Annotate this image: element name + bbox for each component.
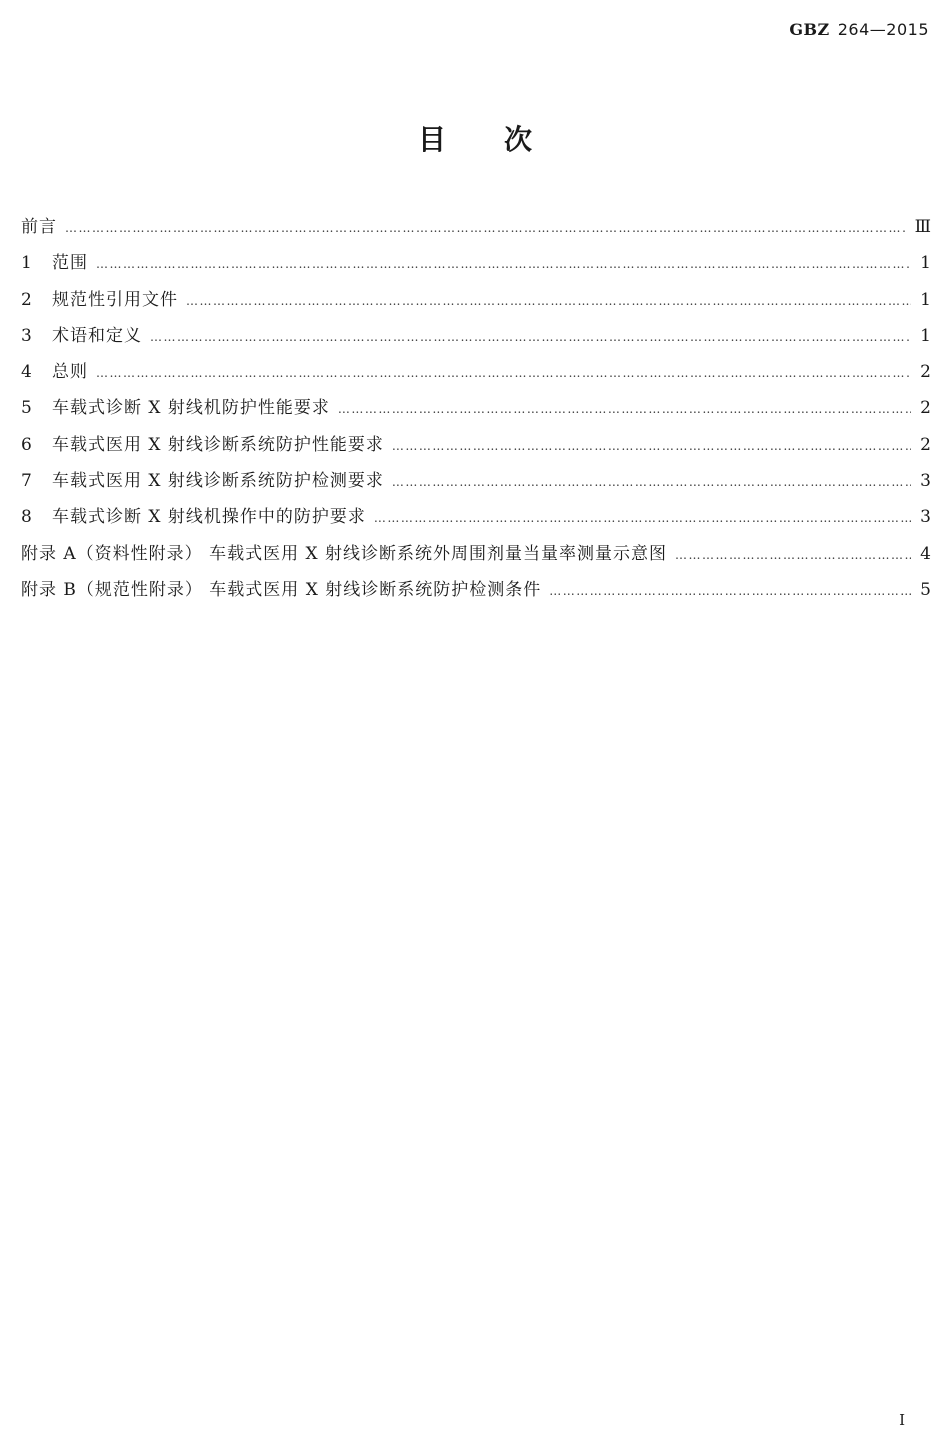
toc-entry-8[interactable] bbox=[21, 502, 931, 538]
toc-entry-number: 7 bbox=[21, 471, 32, 492]
dot-leader bbox=[96, 257, 911, 271]
toc-entry-page: 1 bbox=[920, 289, 931, 310]
page-title: 目次 bbox=[417, 123, 590, 156]
toc-entry-label: 术语和定义 bbox=[52, 325, 142, 346]
toc-entry-5[interactable] bbox=[21, 393, 931, 429]
toc-entry-label: 附录 B（规范性附录） 车载式医用 X 射线诊断系统防护检测条件 bbox=[21, 579, 542, 600]
toc-entry-number: 8 bbox=[21, 507, 32, 528]
dot-leader bbox=[96, 366, 911, 380]
toc-entry-label: 规范性引用文件 bbox=[52, 289, 178, 310]
page-number: Ⅰ bbox=[899, 1411, 905, 1429]
dot-leader bbox=[392, 475, 911, 489]
dot-leader bbox=[392, 439, 911, 453]
toc-entry-appendix-b[interactable] bbox=[21, 575, 931, 611]
toc-entry-3[interactable] bbox=[21, 321, 931, 357]
standard-code: GBZ bbox=[789, 20, 830, 39]
toc-entry-1[interactable] bbox=[21, 248, 931, 284]
dot-leader bbox=[549, 584, 911, 598]
toc-entry-page: 2 bbox=[920, 434, 931, 455]
toc-entry-number: 2 bbox=[21, 289, 32, 310]
toc-entry-page: 4 bbox=[920, 543, 931, 564]
dot-leader bbox=[150, 330, 911, 344]
standard-header bbox=[789, 20, 929, 39]
toc-entry-label: 附录 A（资料性附录） 车载式医用 X 射线诊断系统外周围剂量当量率测量示意图 bbox=[21, 543, 667, 564]
toc-entry-label: 车载式诊断 X 射线机操作中的防护要求 bbox=[52, 507, 366, 528]
toc-entry-page: Ⅲ bbox=[914, 217, 931, 237]
toc-entry-4[interactable] bbox=[21, 357, 931, 393]
dot-leader bbox=[65, 221, 907, 235]
toc-entry-page: 3 bbox=[920, 507, 931, 528]
toc-entry-foreword[interactable] bbox=[21, 212, 931, 248]
dot-leader bbox=[374, 511, 911, 525]
toc-entry-page: 5 bbox=[920, 579, 931, 600]
toc-entry-label: 车载式诊断 X 射线机防护性能要求 bbox=[52, 398, 330, 419]
toc-entry-appendix-a[interactable] bbox=[21, 539, 931, 575]
toc-entry-7[interactable] bbox=[21, 466, 931, 502]
toc-entry-number: 1 bbox=[21, 253, 32, 274]
toc-entry-number: 6 bbox=[21, 434, 32, 455]
toc-entry-label: 总则 bbox=[52, 362, 88, 383]
toc-entry-label: 车载式医用 X 射线诊断系统防护检测要求 bbox=[52, 471, 384, 492]
toc-entry-page: 1 bbox=[920, 253, 931, 274]
toc-entry-page: 2 bbox=[920, 362, 931, 383]
dot-leader bbox=[338, 402, 911, 416]
dot-leader bbox=[186, 294, 911, 308]
toc-entry-6[interactable] bbox=[21, 430, 931, 466]
toc-entry-number: 5 bbox=[21, 398, 32, 419]
toc-entry-page: 3 bbox=[920, 471, 931, 492]
toc-entry-2[interactable] bbox=[21, 285, 931, 321]
table-of-contents bbox=[21, 212, 931, 611]
toc-entry-label: 范围 bbox=[52, 253, 88, 274]
standard-number: 264—2015 bbox=[837, 20, 929, 39]
toc-entry-page: 2 bbox=[920, 398, 931, 419]
toc-entry-page: 1 bbox=[920, 325, 931, 346]
toc-entry-number: 3 bbox=[21, 325, 32, 346]
dot-leader bbox=[675, 548, 911, 562]
toc-entry-label: 车载式医用 X 射线诊断系统防护性能要求 bbox=[52, 434, 384, 455]
toc-entry-label: 前言 bbox=[21, 217, 57, 237]
toc-entry-number: 4 bbox=[21, 362, 32, 383]
